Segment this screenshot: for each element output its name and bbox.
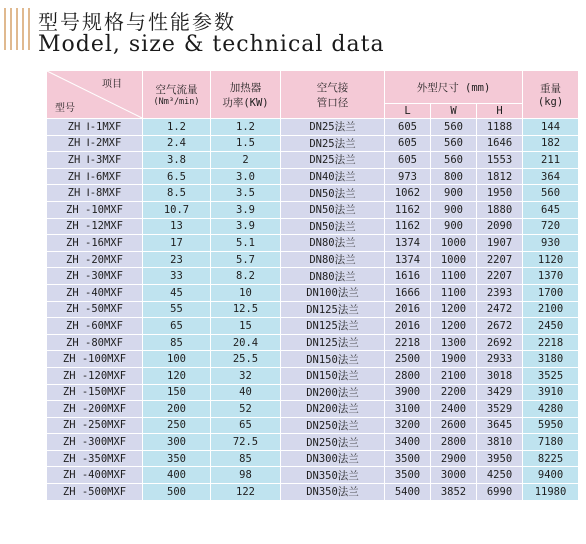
table-cell-pipe: DN200法兰 [281, 384, 385, 401]
table-cell-W: 2200 [431, 384, 477, 401]
table-cell-L: 2800 [385, 367, 431, 384]
table-cell-H: 1880 [477, 201, 523, 218]
table-cell-model: ZH -60MXF [47, 318, 143, 335]
table-cell-power: 72.5 [211, 434, 281, 451]
table-cell-W: 1000 [431, 235, 477, 252]
table-cell-model: ZH -40MXF [47, 284, 143, 301]
table-cell-L: 1666 [385, 284, 431, 301]
table-cell-flow: 45 [143, 284, 211, 301]
table-cell-H: 2393 [477, 284, 523, 301]
table-cell-pipe: DN25法兰 [281, 135, 385, 152]
table-cell-L: 1162 [385, 201, 431, 218]
table-cell-pipe: DN350法兰 [281, 467, 385, 484]
table-cell-weight: 3910 [523, 384, 579, 401]
table-cell-power: 5.1 [211, 235, 281, 252]
table-cell-W: 800 [431, 168, 477, 185]
table-cell-flow: 10.7 [143, 201, 211, 218]
table-cell-weight: 11980 [523, 484, 579, 501]
table-cell-model: ZH -20MXF [47, 251, 143, 268]
table-row [47, 401, 579, 418]
table-cell-H: 3950 [477, 450, 523, 467]
table-cell-weight: 364 [523, 168, 579, 185]
table-cell-model: ZH -150MXF [47, 384, 143, 401]
table-cell-pipe: DN125法兰 [281, 318, 385, 335]
table-cell-power: 98 [211, 467, 281, 484]
table-cell-H: 1646 [477, 135, 523, 152]
table-cell-L: 605 [385, 152, 431, 169]
table-cell-weight: 144 [523, 119, 579, 136]
table-cell-flow: 13 [143, 218, 211, 235]
table-cell-power: 122 [211, 484, 281, 501]
table-cell-W: 3000 [431, 467, 477, 484]
table-cell-H: 1553 [477, 152, 523, 169]
table-cell-weight: 560 [523, 185, 579, 202]
table-cell-flow: 120 [143, 367, 211, 384]
table-row [47, 301, 579, 318]
table-cell-L: 605 [385, 135, 431, 152]
table-cell-weight: 3525 [523, 367, 579, 384]
table-cell-H: 3810 [477, 434, 523, 451]
header-heater: 加热器 功率(KW) [211, 71, 281, 119]
table-cell-model: ZH -16MXF [47, 235, 143, 252]
table-cell-H: 2933 [477, 351, 523, 368]
table-cell-weight: 4280 [523, 401, 579, 418]
table-row [47, 268, 579, 285]
table-row [47, 251, 579, 268]
table-cell-weight: 9400 [523, 467, 579, 484]
table-cell-pipe: DN80法兰 [281, 251, 385, 268]
table-cell-W: 560 [431, 119, 477, 136]
spec-table-body [47, 119, 579, 501]
table-cell-flow: 150 [143, 384, 211, 401]
table-cell-flow: 55 [143, 301, 211, 318]
table-cell-model: ZH -300MXF [47, 434, 143, 451]
table-row [47, 434, 579, 451]
table-cell-model: ZH -400MXF [47, 467, 143, 484]
table-cell-pipe: DN150法兰 [281, 367, 385, 384]
table-cell-W: 1200 [431, 318, 477, 335]
table-cell-pipe: DN25法兰 [281, 152, 385, 169]
table-cell-pipe: DN50法兰 [281, 201, 385, 218]
table-cell-model: ZH -120MXF [47, 367, 143, 384]
table-cell-pipe: DN80法兰 [281, 268, 385, 285]
table-cell-weight: 1120 [523, 251, 579, 268]
table-cell-pipe: DN50法兰 [281, 185, 385, 202]
spec-table [46, 70, 579, 501]
corner-label-item: 项目 [102, 79, 122, 90]
table-cell-model: ZH -10MXF [47, 201, 143, 218]
table-cell-H: 1907 [477, 235, 523, 252]
table-cell-W: 900 [431, 218, 477, 235]
table-cell-weight: 2218 [523, 334, 579, 351]
table-cell-W: 1200 [431, 301, 477, 318]
table-cell-L: 1374 [385, 235, 431, 252]
table-cell-L: 2016 [385, 301, 431, 318]
table-cell-L: 1374 [385, 251, 431, 268]
table-row [47, 318, 579, 335]
table-cell-flow: 400 [143, 467, 211, 484]
table-cell-L: 5400 [385, 484, 431, 501]
table-cell-W: 1000 [431, 251, 477, 268]
page-title-en: Model, size & technical data [38, 32, 385, 57]
table-row [47, 484, 579, 501]
table-cell-L: 605 [385, 119, 431, 136]
table-cell-model: ZH -30MXF [47, 268, 143, 285]
table-cell-power: 65 [211, 417, 281, 434]
table-row [47, 384, 579, 401]
table-cell-power: 10 [211, 284, 281, 301]
table-cell-H: 3018 [477, 367, 523, 384]
table-cell-H: 1188 [477, 119, 523, 136]
header-weight: 重量 (kg) [523, 71, 579, 119]
table-row [47, 367, 579, 384]
table-cell-power: 3.5 [211, 185, 281, 202]
table-cell-weight: 2100 [523, 301, 579, 318]
table-cell-power: 3.9 [211, 218, 281, 235]
table-cell-weight: 3180 [523, 351, 579, 368]
table-cell-flow: 85 [143, 334, 211, 351]
table-cell-weight: 8225 [523, 450, 579, 467]
table-cell-pipe: DN150法兰 [281, 351, 385, 368]
table-cell-model: ZH -12MXF [47, 218, 143, 235]
table-cell-flow: 65 [143, 318, 211, 335]
table-cell-power: 3.0 [211, 168, 281, 185]
table-cell-model: ZH -50MXF [47, 301, 143, 318]
table-cell-H: 2090 [477, 218, 523, 235]
table-cell-flow: 250 [143, 417, 211, 434]
table-row [47, 119, 579, 136]
table-cell-model: ZH -500MXF [47, 484, 143, 501]
table-cell-H: 3429 [477, 384, 523, 401]
table-cell-weight: 720 [523, 218, 579, 235]
table-cell-H: 2672 [477, 318, 523, 335]
table-cell-W: 560 [431, 135, 477, 152]
table-cell-pipe: DN350法兰 [281, 484, 385, 501]
table-cell-flow: 6.5 [143, 168, 211, 185]
header-dimensions: 外型尺寸 (mm) [385, 71, 523, 104]
table-cell-L: 1162 [385, 218, 431, 235]
table-cell-L: 3500 [385, 467, 431, 484]
table-cell-flow: 1.2 [143, 119, 211, 136]
table-cell-flow: 2.4 [143, 135, 211, 152]
table-cell-weight: 2450 [523, 318, 579, 335]
table-cell-L: 1062 [385, 185, 431, 202]
table-cell-H: 2207 [477, 268, 523, 285]
table-cell-weight: 211 [523, 152, 579, 169]
table-cell-power: 32 [211, 367, 281, 384]
table-cell-model: ZH Ⅰ-8MXF [47, 185, 143, 202]
table-cell-power: 8.2 [211, 268, 281, 285]
table-row [47, 417, 579, 434]
table-cell-pipe: DN125法兰 [281, 334, 385, 351]
table-cell-power: 20.4 [211, 334, 281, 351]
table-cell-W: 2900 [431, 450, 477, 467]
table-cell-pipe: DN200法兰 [281, 401, 385, 418]
table-row [47, 168, 579, 185]
table-cell-W: 560 [431, 152, 477, 169]
page-title-cn: 型号规格与性能参数 [38, 10, 236, 34]
decorative-stripes [4, 8, 30, 50]
table-cell-flow: 500 [143, 484, 211, 501]
corner-header [47, 71, 143, 119]
table-row [47, 284, 579, 301]
header-H: H [477, 104, 523, 119]
table-cell-weight: 1700 [523, 284, 579, 301]
table-cell-weight: 7180 [523, 434, 579, 451]
table-cell-flow: 17 [143, 235, 211, 252]
table-cell-H: 6990 [477, 484, 523, 501]
table-row [47, 152, 579, 169]
table-cell-pipe: DN80法兰 [281, 235, 385, 252]
table-cell-W: 2100 [431, 367, 477, 384]
table-cell-W: 2400 [431, 401, 477, 418]
table-cell-L: 1616 [385, 268, 431, 285]
table-cell-L: 3500 [385, 450, 431, 467]
table-cell-weight: 1370 [523, 268, 579, 285]
table-cell-pipe: DN100法兰 [281, 284, 385, 301]
table-cell-model: ZH -200MXF [47, 401, 143, 418]
table-row [47, 201, 579, 218]
table-cell-L: 2500 [385, 351, 431, 368]
table-cell-L: 2218 [385, 334, 431, 351]
table-cell-H: 4250 [477, 467, 523, 484]
header-W: W [431, 104, 477, 119]
table-cell-power: 5.7 [211, 251, 281, 268]
table-cell-model: ZH Ⅰ-2MXF [47, 135, 143, 152]
table-cell-W: 1100 [431, 268, 477, 285]
table-row [47, 218, 579, 235]
table-cell-power: 15 [211, 318, 281, 335]
table-cell-weight: 645 [523, 201, 579, 218]
table-cell-L: 973 [385, 168, 431, 185]
table-cell-power: 1.2 [211, 119, 281, 136]
table-cell-model: ZH -350MXF [47, 450, 143, 467]
table-cell-H: 2472 [477, 301, 523, 318]
table-cell-pipe: DN125法兰 [281, 301, 385, 318]
table-cell-H: 3645 [477, 417, 523, 434]
corner-label-model: 型号 [55, 103, 75, 114]
table-cell-W: 1100 [431, 284, 477, 301]
table-cell-pipe: DN250法兰 [281, 417, 385, 434]
table-cell-W: 1300 [431, 334, 477, 351]
table-cell-H: 1950 [477, 185, 523, 202]
table-cell-flow: 350 [143, 450, 211, 467]
table-cell-model: ZH Ⅰ-1MXF [47, 119, 143, 136]
table-cell-power: 52 [211, 401, 281, 418]
table-cell-model: ZH -100MXF [47, 351, 143, 368]
table-cell-model: ZH Ⅰ-3MXF [47, 152, 143, 169]
table-row [47, 334, 579, 351]
table-cell-flow: 200 [143, 401, 211, 418]
table-cell-H: 2207 [477, 251, 523, 268]
table-row [47, 235, 579, 252]
table-cell-power: 3.9 [211, 201, 281, 218]
table-cell-pipe: DN40法兰 [281, 168, 385, 185]
table-cell-H: 3529 [477, 401, 523, 418]
table-cell-L: 3900 [385, 384, 431, 401]
table-cell-flow: 100 [143, 351, 211, 368]
table-cell-W: 2600 [431, 417, 477, 434]
header-pipe: 空气接 管口径 [281, 71, 385, 119]
table-cell-pipe: DN50法兰 [281, 218, 385, 235]
table-cell-weight: 930 [523, 235, 579, 252]
table-cell-weight: 182 [523, 135, 579, 152]
table-row [47, 351, 579, 368]
table-cell-weight: 5950 [523, 417, 579, 434]
table-cell-H: 1812 [477, 168, 523, 185]
table-cell-L: 3200 [385, 417, 431, 434]
table-cell-flow: 33 [143, 268, 211, 285]
table-cell-L: 2016 [385, 318, 431, 335]
table-cell-power: 85 [211, 450, 281, 467]
table-cell-flow: 8.5 [143, 185, 211, 202]
table-cell-L: 3100 [385, 401, 431, 418]
table-cell-W: 900 [431, 201, 477, 218]
table-cell-flow: 3.8 [143, 152, 211, 169]
table-row [47, 467, 579, 484]
table-cell-flow: 300 [143, 434, 211, 451]
header-air-flow: 空气流量 (Nm³/min) [143, 71, 211, 119]
table-cell-H: 2692 [477, 334, 523, 351]
table-cell-pipe: DN25法兰 [281, 119, 385, 136]
table-cell-model: ZH -80MXF [47, 334, 143, 351]
table-row [47, 185, 579, 202]
table-cell-flow: 23 [143, 251, 211, 268]
table-row [47, 450, 579, 467]
header-L: L [385, 104, 431, 119]
table-cell-power: 2 [211, 152, 281, 169]
table-cell-power: 40 [211, 384, 281, 401]
table-cell-power: 1.5 [211, 135, 281, 152]
table-cell-W: 2800 [431, 434, 477, 451]
table-cell-model: ZH -250MXF [47, 417, 143, 434]
table-cell-W: 900 [431, 185, 477, 202]
table-cell-power: 25.5 [211, 351, 281, 368]
table-row [47, 135, 579, 152]
table-cell-pipe: DN300法兰 [281, 450, 385, 467]
table-cell-W: 3852 [431, 484, 477, 501]
table-cell-W: 1900 [431, 351, 477, 368]
table-cell-power: 12.5 [211, 301, 281, 318]
table-cell-pipe: DN250法兰 [281, 434, 385, 451]
table-cell-L: 3400 [385, 434, 431, 451]
table-cell-model: ZH Ⅰ-6MXF [47, 168, 143, 185]
